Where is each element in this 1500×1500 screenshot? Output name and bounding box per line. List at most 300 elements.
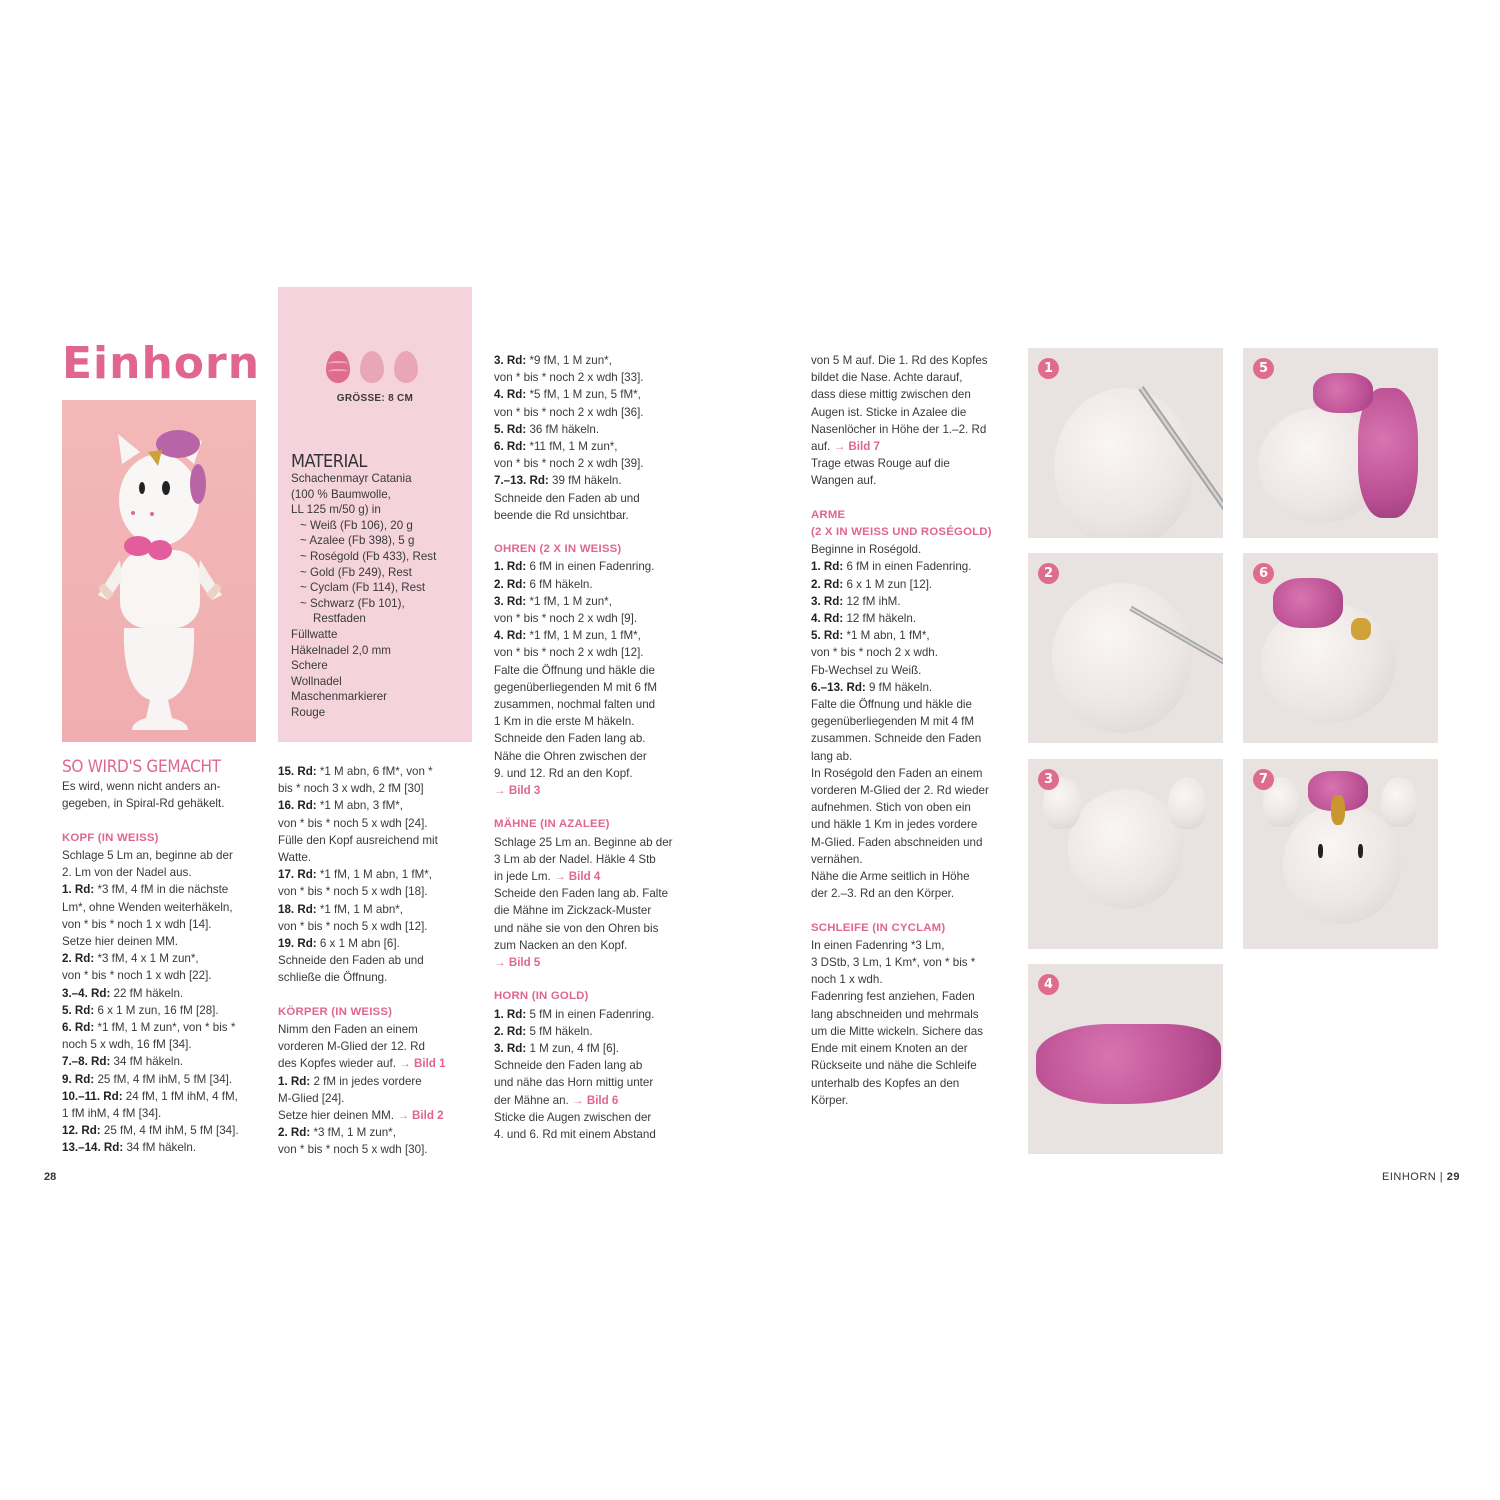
- instruction-text: *1 M abn, 1 fM*,: [843, 629, 930, 643]
- instruction-text: von * bis * noch 2 x wdh [12].: [494, 646, 644, 660]
- instruction-line: [811, 748, 1016, 765]
- instruction-line: [62, 933, 267, 950]
- instruction-text: Lm*, ohne Wenden weiterhäkeln,: [62, 900, 233, 914]
- round-label: 1. Rd:: [811, 560, 844, 574]
- instruction-line: [494, 644, 699, 661]
- instruction-line: [494, 507, 699, 524]
- instruction-line: [62, 985, 267, 1002]
- egg-empty-icon: [360, 351, 384, 383]
- instruction-text: Falte die Öffnung und häkle die: [494, 663, 655, 677]
- instruction-line: [62, 1002, 267, 1019]
- instruction-text: Nähe die Arme seitlich in Höhe: [811, 870, 970, 884]
- instruction-text: *1 fM, 1 M abn*,: [316, 902, 404, 916]
- instruction-text: von * bis * noch 5 x wdh [18].: [278, 885, 428, 899]
- instruction-line: [494, 920, 699, 937]
- instruction-text: 2 fM in jedes vordere: [310, 1074, 422, 1088]
- instruction-text: Fb-Wechsel zu Weiß.: [811, 663, 922, 677]
- step-badge: 2: [1038, 563, 1059, 584]
- instruction-text: 34 fM häkeln.: [110, 1055, 184, 1069]
- instruction-line: [494, 782, 699, 799]
- instruction-line: Ende mit einem Knoten an der: [811, 1042, 968, 1056]
- instruction-line: [811, 696, 1016, 713]
- material-heading: MATERIAL: [291, 451, 367, 472]
- instruction-line: [62, 847, 267, 864]
- instruction-line: [278, 832, 483, 849]
- image-reference-link: → Bild 4: [553, 870, 601, 884]
- arme-instructions: [811, 541, 1016, 902]
- instruction-text: 1 M zun, 4 fM [6].: [526, 1042, 620, 1056]
- instruction-text: Nasenlöcher in Höhe der 1.–2. Rd: [811, 422, 987, 436]
- instruction-line: [494, 421, 699, 438]
- instruction-line: [278, 1055, 483, 1072]
- instruction-line: [494, 1126, 699, 1143]
- instruction-line: [62, 1053, 267, 1070]
- yarn-color-item-cont: Restfaden: [313, 612, 366, 626]
- instruction-text: 6 fM in einen Fadenring.: [526, 560, 655, 574]
- instruction-text: *1 M abn, 6 fM*, von *: [316, 765, 433, 778]
- round-label: 4. Rd:: [494, 388, 527, 402]
- instruction-text: *11 fM, 1 M zun*,: [526, 440, 618, 454]
- round-label: 7.–13. Rd:: [494, 474, 549, 488]
- instruction-text: dass diese mittig zwischen den: [811, 388, 971, 402]
- instruction-line: [811, 834, 1016, 851]
- instruction-line: [62, 916, 267, 933]
- tool-item: Maschenmarkierer: [291, 690, 387, 704]
- instruction-text: der 2.–3. Rd an den Körper.: [811, 887, 955, 901]
- horn-instructions-cont: [811, 352, 1016, 490]
- subheading-arme: ARME: [811, 508, 846, 521]
- instruction-line: [494, 369, 699, 386]
- instruction-text: von * bis * noch 5 x wdh [12].: [278, 919, 428, 933]
- instruction-line: [494, 713, 699, 730]
- image-reference-link: → Bild 6: [572, 1093, 619, 1107]
- size-label: GRÖSSE: 8 CM: [336, 393, 414, 404]
- instruction-line: [811, 644, 1016, 661]
- instruction-text: Sticke die Augen zwischen der: [494, 1110, 652, 1124]
- instruction-line: [278, 780, 483, 797]
- instruction-text: bis * noch 3 x wdh, 2 fM [30]: [278, 782, 424, 796]
- step-badge: 3: [1038, 769, 1059, 790]
- instruction-text: noch 5 x wdh, 16 fM [34].: [62, 1038, 192, 1052]
- instruction-line: [278, 866, 483, 883]
- instruction-line: [278, 1090, 483, 1107]
- instruction-text: 24 fM, 1 fM ihM, 4 fM,: [122, 1089, 238, 1103]
- instruction-line: [494, 472, 699, 489]
- instruction-text: 22 fM häkeln.: [110, 986, 184, 1000]
- column-3: [494, 352, 699, 1143]
- instruction-line: [62, 950, 267, 967]
- instruction-text: zum Nacken an den Kopf.: [494, 938, 628, 952]
- instruction-text: *1 fM, 1 M zun, 1 fM*,: [526, 629, 641, 643]
- instruction-text: von * bis * noch 1 x wdh [22].: [62, 969, 212, 983]
- instruction-line: [494, 954, 699, 971]
- instruction-text: *3 fM, 4 x 1 M zun*,: [94, 952, 199, 966]
- material-item: LL 125 m/50 g) in: [291, 503, 381, 517]
- instruction-text: M-Glied [24].: [278, 1091, 345, 1105]
- instruction-text: von * bis * noch 5 x wdh [30].: [278, 1143, 428, 1157]
- instruction-text: des Kopfes wieder auf.: [278, 1057, 400, 1071]
- instruction-line: [811, 593, 1016, 610]
- instruction-text: 1 fM ihM, 4 fM [34].: [62, 1107, 162, 1121]
- step-photo-1: [1028, 348, 1223, 538]
- instruction-text: von * bis * noch 1 x wdh [14].: [62, 917, 212, 931]
- instruction-line: [811, 438, 1016, 455]
- instruction-line: [494, 937, 699, 954]
- instruction-line: [278, 883, 483, 900]
- instruction-text: 4. und 6. Rd mit einem Abstand: [494, 1128, 656, 1142]
- instruction-text: und häkle 1 Km in jedes vordere: [811, 818, 978, 832]
- instruction-line: [811, 576, 1016, 593]
- instruction-line: [494, 730, 699, 747]
- instruction-line: unterhalb des Kopfes an den: [811, 1076, 960, 1090]
- instruction-line: [278, 1038, 483, 1055]
- tool-item: Füllwatte: [291, 627, 338, 641]
- column-1: [62, 759, 267, 1157]
- instruction-text: 34 fM häkeln.: [123, 1141, 197, 1155]
- instruction-line: [494, 490, 699, 507]
- instruction-text: 25 fM, 4 fM ihM, 5 fM [34].: [94, 1072, 233, 1086]
- image-reference-link: → Bild 1: [399, 1057, 446, 1071]
- instruction-line: noch 1 x wdh.: [811, 973, 883, 987]
- instruction-line: [811, 799, 1016, 816]
- instruction-text: 6 fM in einen Fadenring.: [843, 560, 972, 574]
- instruction-line: [494, 679, 699, 696]
- instruction-text: Scheide den Faden lang ab. Falte: [494, 887, 669, 901]
- page-number-right: 29: [1446, 1171, 1460, 1183]
- instruction-line: [494, 610, 699, 627]
- instruction-text: von * bis * noch 5 x wdh [24].: [278, 816, 428, 830]
- instruction-line: [278, 952, 483, 969]
- instruction-text: Wangen auf.: [811, 474, 877, 488]
- koerper-instructions: [278, 1021, 483, 1159]
- instruction-line: [62, 899, 267, 916]
- round-label: 4. Rd:: [494, 629, 527, 643]
- instruction-text: Fülle den Kopf ausreichend mit: [278, 833, 438, 847]
- hero-photo-unicorn-egg-cozy: [62, 400, 256, 742]
- instruction-text: M-Glied. Faden abschneiden und: [811, 835, 983, 849]
- instruction-line: [494, 1057, 699, 1074]
- maehne-instructions: [494, 834, 699, 972]
- round-label: 17. Rd:: [278, 868, 317, 882]
- instruction-line: [811, 421, 1016, 438]
- instruction-line: [62, 1088, 267, 1105]
- step-photo-5: [1243, 348, 1438, 538]
- instruction-line: [494, 902, 699, 919]
- round-label: 2. Rd:: [811, 577, 844, 591]
- image-reference-link: → Bild 5: [494, 956, 541, 970]
- instruction-text: Falte die Öffnung und häkle die: [811, 698, 972, 712]
- yarn-color-item: ~ Cyclam (Fb 114), Rest: [300, 581, 426, 595]
- subheading-kopf: KOPF (IN WEISS): [62, 831, 159, 844]
- instruction-line: [494, 748, 699, 765]
- round-label: 16. Rd:: [278, 799, 317, 813]
- instruction-line: [494, 765, 699, 782]
- instruction-text: 25 fM, 4 fM ihM, 5 fM [34].: [100, 1124, 239, 1138]
- instruction-line: [494, 558, 699, 575]
- instruction-text: 9 fM häkeln.: [865, 680, 933, 694]
- round-label: 6.–13. Rd:: [811, 680, 866, 694]
- section-heading-so-wirds-gemacht: SO WIRD'S GEMACHT: [62, 757, 221, 777]
- round-label: 9. Rd:: [62, 1072, 95, 1086]
- instruction-line: [62, 1019, 267, 1036]
- instruction-text: *1 fM, 1 M abn, 1 fM*,: [316, 868, 432, 882]
- instruction-text: aufnehmen. Stich von oben ein: [811, 801, 971, 815]
- instruction-text: Schlage 25 Lm an. Beginne ab der: [494, 835, 673, 849]
- horn-instructions: [494, 1006, 699, 1144]
- instruction-text: von * bis * noch 2 x wdh [33].: [494, 371, 644, 385]
- instruction-text: 5 fM häkeln.: [526, 1024, 593, 1038]
- step-photo-2: [1028, 553, 1223, 743]
- instruction-line: [811, 369, 1016, 386]
- instruction-line: [494, 593, 699, 610]
- instruction-line: [278, 815, 483, 832]
- instruction-line: [811, 816, 1016, 833]
- instruction-line: [811, 868, 1016, 885]
- instruction-text: 12 fM häkeln.: [843, 612, 917, 626]
- instruction-line: [494, 627, 699, 644]
- kopf-instructions-cont: [278, 763, 483, 987]
- tool-item: Wollnadel: [291, 674, 342, 688]
- instruction-line: [278, 1141, 483, 1158]
- image-reference-link: → Bild 3: [494, 784, 541, 798]
- step-photo-3: [1028, 759, 1223, 949]
- round-label: 2. Rd:: [494, 1024, 527, 1038]
- round-label: 10.–11. Rd:: [62, 1089, 123, 1103]
- instruction-text: Schneide den Faden ab und: [278, 954, 424, 968]
- instruction-text: Beginne in Roségold.: [811, 543, 922, 557]
- instruction-text: vorderen M-Glied der 12. Rd: [278, 1040, 425, 1054]
- instruction-text: *5 fM, 1 M zun, 5 fM*,: [526, 388, 641, 402]
- subheading-maehne: MÄHNE (IN AZALEE): [494, 818, 610, 831]
- instruction-line: [494, 1109, 699, 1126]
- step-badge: 6: [1253, 563, 1274, 584]
- instruction-line: [62, 881, 267, 898]
- tool-item: Häkelnadel 2,0 mm: [291, 643, 391, 657]
- page-title: Einhorn: [62, 338, 261, 389]
- instruction-line: [278, 918, 483, 935]
- instruction-line: [494, 1023, 699, 1040]
- instruction-text: 6 fM häkeln.: [526, 577, 593, 591]
- instruction-line: [62, 967, 267, 984]
- instruction-line: [494, 885, 699, 902]
- instruction-line: [278, 1021, 483, 1038]
- instruction-text: 2. Lm von der Nadel aus.: [62, 866, 192, 880]
- round-label: 15. Rd:: [278, 765, 317, 778]
- tool-item: Schere: [291, 659, 328, 673]
- round-label: 1. Rd:: [494, 560, 527, 574]
- instruction-line: [494, 1074, 699, 1091]
- yarn-color-item: ~ Gold (Fb 249), Rest: [300, 565, 412, 579]
- instruction-line: lang abschneiden und mehrmals: [811, 1007, 979, 1021]
- instruction-line: [494, 696, 699, 713]
- instruction-line: Körper.: [811, 1093, 849, 1107]
- instruction-line: [62, 1036, 267, 1053]
- instruction-line: [811, 730, 1016, 747]
- column-2: [278, 763, 483, 1159]
- instruction-line: [494, 662, 699, 679]
- instruction-line: [494, 576, 699, 593]
- round-label: 3.–4. Rd:: [62, 986, 111, 1000]
- material-item: Schachenmayr Catania: [291, 472, 412, 485]
- instruction-line: 3 DStb, 3 Lm, 1 Km*, von * bis *: [811, 956, 976, 970]
- difficulty-rating: [326, 351, 418, 383]
- instruction-line: [278, 797, 483, 814]
- instruction-line: Fadenring fest anziehen, Faden: [811, 990, 975, 1004]
- instruction-text: *1 fM, 1 M zun*, von * bis *: [94, 1021, 236, 1035]
- instruction-line: [811, 662, 1016, 679]
- intro-line: gegeben, in Spiral-Rd gehäkelt.: [62, 797, 225, 811]
- instruction-text: die Mähne im Zickzack-Muster: [494, 904, 652, 918]
- instruction-text: auf.: [811, 440, 834, 454]
- instruction-line: [811, 782, 1016, 799]
- instruction-text: 36 fM häkeln.: [526, 422, 600, 436]
- koerper-instructions-cont: [494, 352, 699, 524]
- round-label: 19. Rd:: [278, 937, 317, 951]
- instruction-text: Trage etwas Rouge auf die: [811, 457, 950, 471]
- material-item: (100 % Baumwolle,: [291, 487, 391, 501]
- subheading-ohren: OHREN (2 X IN WEISS): [494, 543, 622, 556]
- instruction-text: *3 fM, 1 M zun*,: [310, 1126, 396, 1140]
- instruction-text: Setze hier deinen MM.: [62, 935, 178, 949]
- instruction-text: Augen ist. Sticke in Azalee die: [811, 405, 967, 419]
- image-reference-link: → Bild 2: [397, 1109, 444, 1123]
- round-label: 2. Rd:: [278, 1126, 311, 1140]
- instruction-text: Nimm den Faden an einem: [278, 1023, 418, 1037]
- round-label: 12. Rd:: [62, 1124, 101, 1138]
- instruction-text: Setze hier deinen MM.: [278, 1109, 398, 1123]
- instruction-line: [278, 1073, 483, 1090]
- instruction-line: [278, 901, 483, 918]
- instruction-text: 5 fM in einen Fadenring.: [526, 1007, 655, 1021]
- instruction-text: *3 fM, 4 fM in die nächste: [94, 883, 229, 897]
- info-box: [278, 287, 472, 742]
- instruction-text: von * bis * noch 2 x wdh.: [811, 646, 938, 660]
- instruction-line: [62, 1105, 267, 1122]
- round-label: 5. Rd:: [62, 1003, 95, 1017]
- instruction-line: [278, 1107, 483, 1124]
- instruction-text: Schlage 5 Lm an, beginne ab der: [62, 849, 233, 862]
- step-badge: 5: [1253, 358, 1274, 379]
- instruction-text: 6 x 1 M abn [6].: [316, 937, 400, 951]
- instruction-text: Schneide den Faden ab und: [494, 491, 640, 505]
- instruction-text: Watte.: [278, 851, 312, 865]
- round-label: 7.–8. Rd:: [62, 1055, 111, 1069]
- instruction-line: [494, 438, 699, 455]
- round-label: 1. Rd:: [494, 1007, 527, 1021]
- yarn-color-item: ~ Roségold (Fb 433), Rest: [300, 549, 437, 563]
- instruction-line: [62, 1071, 267, 1088]
- instruction-text: *9 fM, 1 M zun*,: [526, 354, 612, 367]
- instruction-text: 6 x 1 M zun [12].: [843, 577, 933, 591]
- instruction-text: gegenüberliegenden M mit 4 fM: [811, 715, 975, 729]
- instruction-line: [494, 386, 699, 403]
- round-label: 4. Rd:: [811, 612, 844, 626]
- instruction-line: [811, 610, 1016, 627]
- instruction-line: [494, 1092, 699, 1109]
- step-badge: 1: [1038, 358, 1059, 379]
- instruction-text: vorderen M-Glied der 2. Rd wieder: [811, 784, 989, 798]
- instruction-text: 3 Lm ab der Nadel. Häkle 4 Stb: [494, 852, 656, 866]
- instruction-line: [494, 352, 699, 369]
- instruction-line: [811, 404, 1016, 421]
- instruction-line: [811, 627, 1016, 644]
- instruction-line: In einen Fadenring *3 Lm,: [811, 938, 945, 952]
- instruction-text: 39 fM häkeln.: [548, 474, 622, 488]
- instruction-line: [278, 969, 483, 986]
- instruction-line: [278, 935, 483, 952]
- round-label: 1. Rd:: [62, 883, 95, 897]
- column-4: [811, 352, 1016, 1109]
- round-label: 3. Rd:: [494, 1042, 527, 1056]
- instruction-line: [811, 851, 1016, 868]
- running-footer-right: EINHORN | 29: [1382, 1171, 1460, 1183]
- instruction-text: 6 x 1 M zun, 16 fM [28].: [94, 1003, 219, 1017]
- step-badge: 7: [1253, 769, 1274, 790]
- round-label: 3. Rd:: [494, 354, 527, 367]
- instruction-text: Nähe die Ohren zwischen der: [494, 749, 647, 763]
- instruction-text: Schneide den Faden lang ab: [494, 1059, 643, 1073]
- round-label: 1. Rd:: [278, 1074, 311, 1088]
- instruction-text: von * bis * noch 2 x wdh [39].: [494, 457, 644, 471]
- footer-chapter-label: EINHORN: [1382, 1171, 1437, 1183]
- instruction-line: [811, 558, 1016, 575]
- instruction-line: [278, 849, 483, 866]
- instruction-text: von * bis * noch 2 x wdh [9].: [494, 612, 638, 626]
- instruction-text: der Mähne an.: [494, 1093, 572, 1107]
- round-label: 5. Rd:: [494, 422, 527, 436]
- instruction-text: vernähen.: [811, 852, 863, 866]
- instruction-text: schließe die Öffnung.: [278, 971, 388, 985]
- instruction-text: von * bis * noch 2 x wdh [36].: [494, 405, 644, 419]
- round-label: 6. Rd:: [62, 1021, 95, 1035]
- instruction-line: [811, 455, 1016, 472]
- image-reference-link: → Bild 7: [833, 440, 880, 454]
- round-label: 18. Rd:: [278, 902, 317, 916]
- page-number-left: 28: [44, 1171, 57, 1183]
- instruction-text: 9. und 12. Rd an den Kopf.: [494, 766, 633, 780]
- round-label: 2. Rd:: [62, 952, 95, 966]
- egg-filled-icon: [326, 351, 350, 383]
- round-label: 3. Rd:: [811, 594, 844, 608]
- instruction-line: Rückseite und nähe die Schleife: [811, 1059, 977, 1073]
- instruction-line: [494, 455, 699, 472]
- round-label: 5. Rd:: [811, 629, 844, 643]
- instruction-text: in jede Lm.: [494, 870, 554, 884]
- subheading-schleife: SCHLEIFE (IN CYCLAM): [811, 921, 946, 934]
- instruction-text: 12 fM ihM.: [843, 594, 901, 608]
- instruction-text: *1 fM, 1 M zun*,: [526, 594, 612, 608]
- instruction-line: [811, 713, 1016, 730]
- instruction-line: [811, 386, 1016, 403]
- instruction-line: [494, 1040, 699, 1057]
- instruction-line: [494, 1006, 699, 1023]
- instruction-text: zusammen. Schneide den Faden: [811, 732, 982, 746]
- instruction-text: und nähe sie von den Ohren bis: [494, 921, 659, 935]
- instruction-line: [494, 851, 699, 868]
- step-photo-7: [1243, 759, 1438, 949]
- step-photo-6: [1243, 553, 1438, 743]
- schleife-instructions: [811, 937, 1016, 1109]
- instruction-line: [811, 885, 1016, 902]
- egg-empty-icon: [394, 351, 418, 383]
- instruction-line: [494, 834, 699, 851]
- instruction-line: [62, 864, 267, 881]
- instruction-text: bildet die Nase. Achte darauf,: [811, 371, 963, 385]
- instruction-line: um die Mitte wickeln. Sichere das: [811, 1024, 984, 1038]
- instruction-text: In Roségold den Faden an einem: [811, 766, 983, 780]
- kopf-instructions: [62, 847, 267, 1157]
- step-badge: 4: [1038, 974, 1059, 995]
